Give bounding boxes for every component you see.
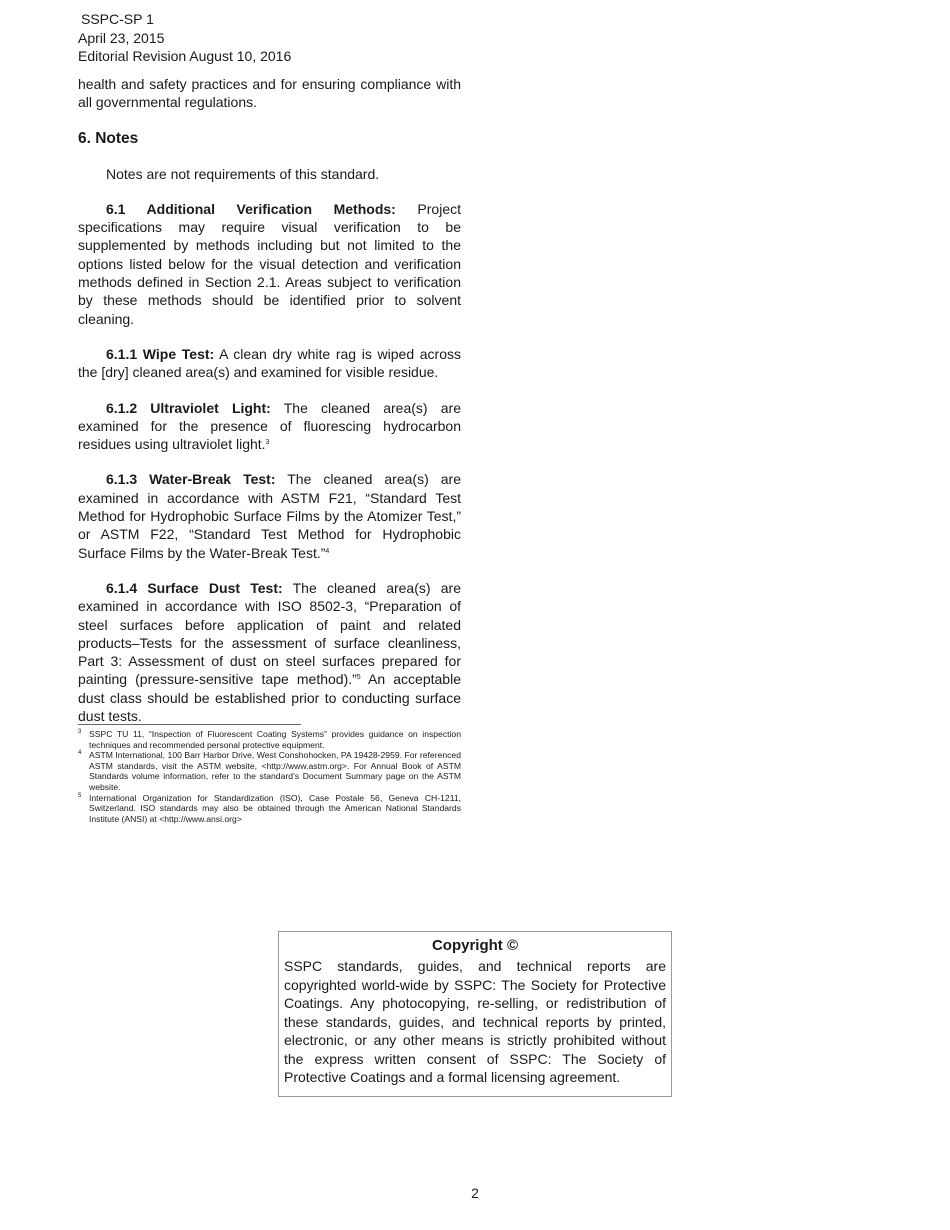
copyright-body: SSPC standards, guides, and technical reports are copyrighted world-wide by SSPC: The Society for Protective Coatings. Any photocopying, re-selling, or redistribution of these standards, guides, and technical reports by printed, electronic, or any other means is strictly prohibited without the express written consent of SSPC: The Society of Protective Coatings and a formal licensing agreement.	[284, 958, 666, 1085]
section-6-1-3	[78, 470, 461, 561]
main-column	[78, 75, 461, 725]
section-6-1-2-text: The cleaned area(s) are examined for the presence of fluorescing hydrocarbon residues using ultraviolet light.	[78, 399, 461, 453]
footnote-text: International Organization for Standardization (ISO), Case Postale 56, Geneva CH-1211, Switzerland. ISO standards may also be obtained through the American National Standards Institute (ANSI) at <http://www.ansi.org>	[89, 792, 461, 824]
section-6-1-3-text: The cleaned area(s) are examined in accordance with ASTM F21, “Standard Test Method for Hydrophobic Surface Films by the Atomizer Test,” or ASTM F22, “Standard Test Method for Hydrophobic Surface Films by the Water-Break Test.”	[78, 471, 461, 561]
footnote-5	[78, 793, 461, 825]
footnote-ref-5: 5	[356, 674, 361, 682]
page-number: 2	[471, 1185, 479, 1201]
footnote-divider	[78, 724, 301, 725]
notes-intro: Notes are not requirements of this standard.	[106, 165, 380, 182]
section-6-1-4-text: The cleaned area(s) are examined in accordance with ISO 8502-3, “Preparation of steel surfaces before application of paint and related products–Tests for the assessment of surface cleanliness, Part 3: Assessment of dust on steel surfaces prepared for painting (pressure-sensitive tape method).”	[78, 579, 461, 688]
standard-id: SSPC-SP 1	[81, 11, 154, 27]
section-6-1-1-text: A clean dry white rag is wiped across the [dry] cleaned area(s) and examined for visible residue.	[78, 345, 461, 381]
section-6-1-4-text-after: An acceptable dust class should be established prior to conducting surface dust tests.	[78, 671, 461, 725]
section-6-1-1	[78, 345, 461, 382]
footnote-number: 5	[78, 792, 82, 799]
footnote-ref-3: 3	[265, 439, 270, 447]
footnote-number: 3	[78, 729, 82, 735]
section-6-1-4-label: 6.1.4 Surface Dust Test:	[106, 579, 283, 596]
section-6-1-3-label: 6.1.3 Water-Break Test:	[106, 471, 276, 488]
section-6-1-label: 6.1 Additional Verification Methods:	[106, 200, 396, 217]
copyright-title: Copyright ©	[431, 937, 519, 954]
editorial-revision: Editorial Revision August 10, 2016	[78, 48, 292, 65]
footnote-text: SSPC TU 11, “Inspection of Fluorescent Coating Systems” provides guidance on inspection techniques and recommended personal protective equipment.	[89, 729, 461, 750]
section-6-1-2-label: 6.1.2 Ultraviolet Light:	[106, 399, 271, 416]
section-6-1-2	[78, 399, 461, 454]
section-6-1-4	[78, 579, 461, 725]
footnote-number: 4	[78, 750, 82, 757]
footnote-4	[78, 750, 461, 792]
footnote-text: ASTM International, 100 Barr Harbor Drive, West Conshohocken, PA 19428-2959. For referenced ASTM standards, visit the ASTM website, <http://www.astm.org>. For Annual Book of ASTM Standards volume information, refer to the standard’s Document Summary page on the ASTM website.	[89, 750, 461, 792]
page-header	[78, 10, 291, 66]
section-6-1	[78, 200, 461, 328]
intro-continuation: health and safety practices and for ensuring compliance with all governmental regulations.	[78, 76, 461, 111]
footnotes	[78, 729, 461, 824]
footnote-ref-4: 4	[325, 547, 330, 555]
footnote-3	[78, 729, 461, 750]
section-heading-notes: 6. Notes	[78, 129, 139, 147]
standard-date: April 23, 2015	[78, 29, 165, 46]
section-6-1-1-label: 6.1.1 Wipe Test:	[106, 345, 215, 362]
section-6-1-text: Project specifications may require visual verification to be supplemented by methods including but not limited to the options listed below for the visual detection and verification methods defined in Section 2.1. Areas subject to verification by these methods should be identified prior to solvent cleaning.	[78, 200, 461, 327]
copyright-box	[278, 931, 672, 1097]
